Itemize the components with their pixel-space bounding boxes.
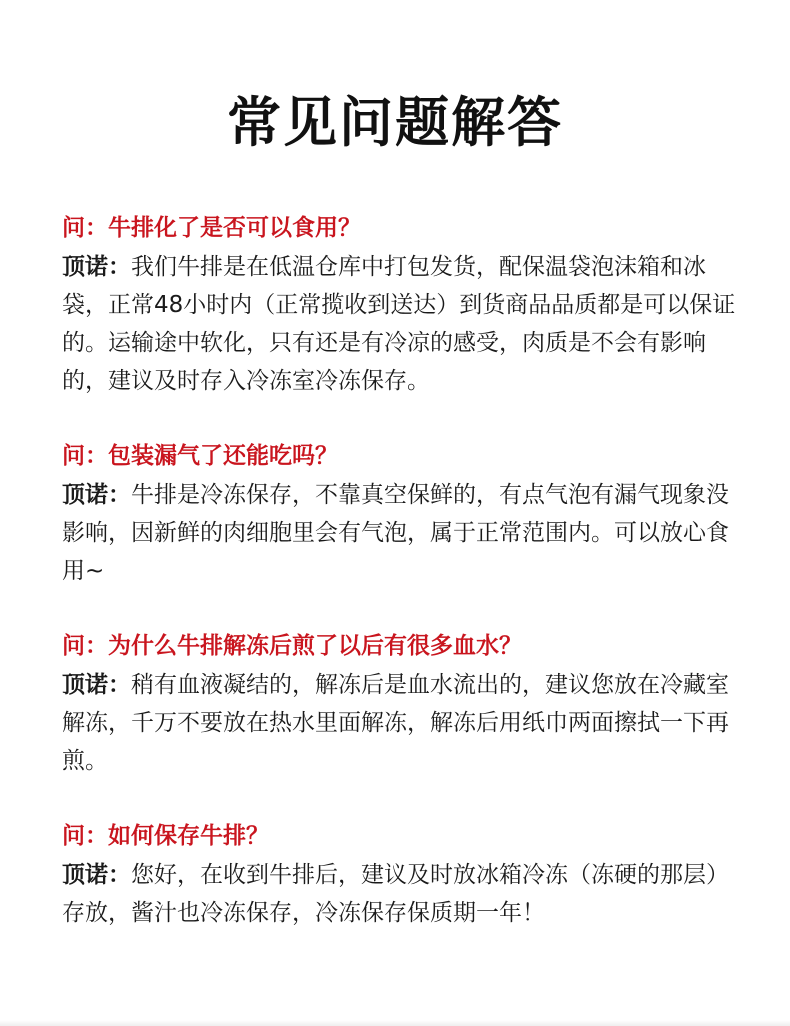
answer-text: 我们牛排是在低温仓库中打包发货，配保温袋泡沫箱和冰袋，正常48小时内（正常揽收到送达）到货商品品质都是可以保证的。运输途中软化，只有还是有冷凉的感受，肉质是不会有影响的，建议及时存入冷冻室冷冻保存。 [62,254,736,394]
faq-question: 问：牛排化了是否可以食用？ [62,215,361,241]
faq-item [62,626,742,780]
faq-question: 问：包装漏气了还能吃吗？ [62,443,338,469]
answer-label: 顶诺： [62,254,131,280]
faq-question: 问：为什么牛排解冻后煎了以后有很多血水？ [62,633,522,659]
faq-list [62,208,742,968]
faq-item [62,816,742,932]
faq-item [62,436,742,590]
answer-text: 稍有血液凝结的，解冻后是血水流出的，建议您放在冷藏室解冻，千万不要放在热水里面解冻，解冻后用纸巾两面擦拭一下再煎。 [62,672,729,774]
answer-label: 顶诺： [62,672,131,698]
faq-answer [62,248,742,400]
faq-answer [62,856,742,932]
answer-text: 您好，在收到牛排后，建议及时放冰箱冷冻（冻硬的那层）存放，酱汁也冷冻保存，冷冻保存保质期一年！ [62,862,729,926]
faq-item [62,208,742,400]
faq-question: 问：如何保存牛排？ [62,823,269,849]
answer-label: 顶诺： [62,482,131,508]
faq-answer [62,666,742,780]
answer-label: 顶诺： [62,862,131,888]
answer-text: 牛排是冷冻保存，不靠真空保鲜的，有点气泡有漏气现象没影响，因新鲜的肉细胞里会有气泡，属于正常范围内。可以放心食用~ [62,482,729,584]
page-title: 常见问题解答 [227,91,563,154]
bottom-divider [0,1020,790,1026]
faq-answer [62,476,742,590]
